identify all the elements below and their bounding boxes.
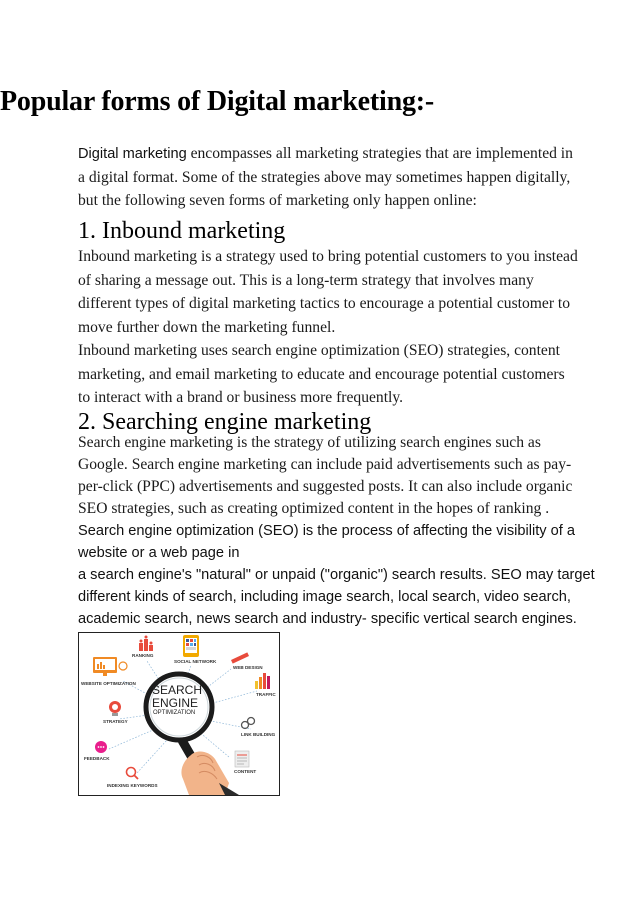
label-feedback: FEEDBACK <box>84 756 110 761</box>
label-link-building: LINK BUILDING <box>241 732 276 737</box>
seo-center-engine: ENGINE <box>152 696 199 710</box>
traffic-icon <box>255 673 270 689</box>
digital-marketing-link[interactable]: Digital marketing <box>78 146 187 162</box>
feedback-icon <box>95 741 107 753</box>
label-traffic: TRAFFIC <box>256 692 276 697</box>
label-indexing-keywords: INDEXING KEYWORDS <box>107 783 158 788</box>
social-network-icon <box>183 635 199 657</box>
intro-line-1: encompasses all marketing strategies that are implemented in <box>186 145 573 162</box>
section-2-heading: 2. Searching engine marketing <box>78 409 372 435</box>
label-web-design: WEB DESIGN <box>233 665 263 670</box>
section-1-line: Inbound marketing uses search engine optimization (SEO) strategies, content <box>78 342 560 359</box>
seo-illustration <box>78 632 280 796</box>
label-website-optimization: WEBSITE OPTIMIZATION <box>81 681 136 686</box>
hand-illustration <box>181 752 239 795</box>
section-1-line: of sharing a message out. This is a long-term strategy that involves many <box>78 271 534 289</box>
seo-line: different kinds of search, including image search, local search, video search, <box>78 589 571 605</box>
web-design-icon <box>231 652 249 663</box>
section-1-line: move further down the marketing funnel. <box>78 318 336 336</box>
seo-line: Search engine optimization (SEO) is the process of affecting the visibility of a <box>78 523 575 539</box>
section-1-line: different types of digital marketing tactics to encourage a potential customer to <box>78 295 571 312</box>
label-social-network: SOCIAL NETWORK <box>174 659 217 664</box>
section-1-line: to interact with a brand or business more frequently. <box>78 389 404 406</box>
label-ranking: RANKING <box>132 653 154 658</box>
indexing-keywords-icon <box>127 768 139 780</box>
label-content: CONTENT <box>234 769 257 774</box>
section-2-line: Search engine marketing is the strategy of utilizing search engines such as <box>78 434 541 451</box>
section-1-heading: 1. Inbound marketing <box>78 218 286 244</box>
section-1-line: marketing, and email marketing to educate and encourage potential customers <box>78 365 565 383</box>
page-title: Popular forms of Digital marketing:- <box>0 86 435 117</box>
content-icon <box>235 751 249 767</box>
intro-line-3: but the following seven forms of marketing only happen online: <box>78 192 477 209</box>
seo-center-search: SEARCH <box>152 683 203 697</box>
label-strategy: STRATEGY <box>103 719 128 724</box>
seo-center-optimization: OPTIMIZATION <box>153 710 196 716</box>
strategy-icon <box>109 701 121 716</box>
section-2-line: SEO strategies, such as creating optimized content in the hopes of ranking . <box>78 500 550 517</box>
website-optimization-icon <box>93 657 127 676</box>
section-2-paragraph <box>78 432 573 520</box>
seo-definition-paragraph <box>78 520 595 630</box>
link-building-icon <box>242 718 255 729</box>
section-2-line: Google. Search engine marketing can include paid advertisements such as pay- <box>78 456 572 473</box>
intro-line-2: a digital format. Some of the strategies above may sometimes happen digitally, <box>78 169 571 186</box>
section-2-line: per-click (PPC) advertisements and suggested posts. It can also include organic <box>78 478 573 495</box>
section-1-line: Inbound marketing is a strategy used to bring potential customers to you instead <box>78 248 578 265</box>
section-1-paragraph <box>78 245 578 410</box>
seo-line: academic search, news search and industry- specific vertical search engines. <box>78 611 577 627</box>
intro-paragraph <box>78 142 573 212</box>
ranking-icon <box>139 636 153 652</box>
seo-line: a search engine's "natural" or unpaid ("organic") search results. SEO may target <box>78 567 595 583</box>
seo-line: website or a web page in <box>78 545 240 561</box>
